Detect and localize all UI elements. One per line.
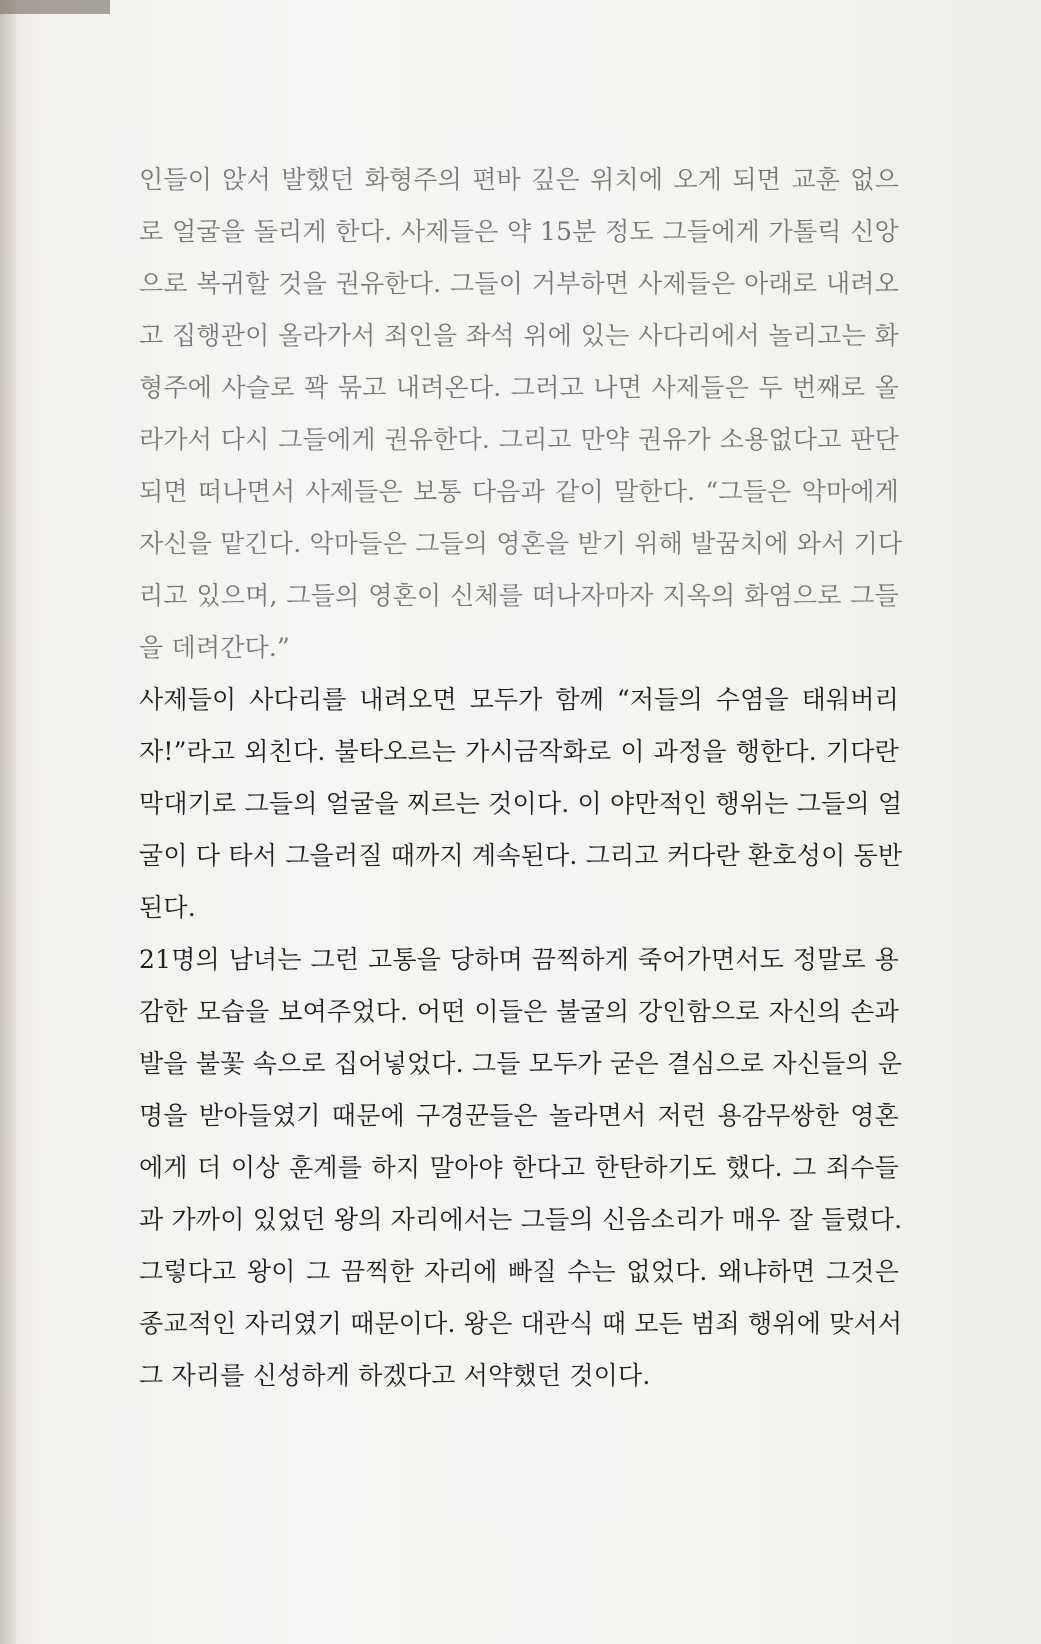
paragraph-3 (139, 934, 903, 1402)
paragraph-2 (139, 674, 903, 934)
text-line: 된다. (139, 893, 196, 922)
text-line: 명을 받아들였기 때문에 구경꾼들은 놀라면서 저런 용감무쌍한 영혼 (139, 1101, 899, 1130)
page-spine-shadow (0, 0, 16, 1644)
text-line: 감한 모습을 보여주었다. 어떤 이들은 불굴의 강인함으로 자신의 손과 (139, 997, 899, 1026)
text-line: 그렇다고 왕이 그 끔찍한 자리에 빠질 수는 없었다. 왜냐하면 그것은 (139, 1257, 899, 1286)
text-line: 로 얼굴을 돌리게 한다. 사제들은 약 15분 정도 그들에게 가톨릭 신앙 (139, 217, 899, 246)
text-line: 막대기로 그들의 얼굴을 찌르는 것이다. 이 야만적인 행위는 그들의 얼 (139, 789, 903, 818)
text-line: 과 가까이 있었던 왕의 자리에서는 그들의 신음소리가 매우 잘 들렸다. (139, 1205, 903, 1234)
text-line: 발을 불꽃 속으로 집어넣었다. 그들 모두가 굳은 결심으로 자신들의 운 (139, 1049, 903, 1078)
text-line: 굴이 다 타서 그을러질 때까지 계속된다. 그리고 커다란 환호성이 동반 (139, 841, 903, 870)
text-line: 형주에 사슬로 꽉 묶고 내려온다. 그러고 나면 사제들은 두 번째로 올 (139, 373, 899, 402)
text-line: 인들이 앉서 발했던 화형주의 편바 깊은 위치에 오게 되면 교훈 없으 (139, 165, 899, 194)
paragraph-1 (139, 154, 903, 674)
text-line: 종교적인 자리였기 때문이다. 왕은 대관식 때 모든 범죄 행위에 맞서서 (139, 1309, 903, 1338)
text-line: 21명의 남녀는 그런 고통을 당하며 끔찍하게 죽어가면서도 정말로 용 (139, 945, 899, 974)
text-line: 자신을 맡긴다. 악마들은 그들의 영혼을 받기 위해 발꿈치에 와서 기다 (139, 529, 903, 558)
text-line: 그 자리를 신성하게 하겠다고 서약했던 것이다. (139, 1361, 651, 1390)
text-line: 리고 있으며, 그들의 영혼이 신체를 떠나자마자 지옥의 화염으로 그들 (139, 581, 899, 610)
text-line: 에게 더 이상 훈계를 하지 말아야 한다고 한탄하기도 했다. 그 죄수들 (139, 1153, 899, 1182)
corner-mark (0, 0, 110, 14)
text-line: 자!”라고 외친다. 불타오르는 가시금작화로 이 과정을 행한다. 기다란 (139, 737, 899, 766)
text-line: 고 집행관이 올라가서 죄인을 좌석 위에 있는 사다리에서 놀리고는 화 (139, 321, 899, 350)
text-line: 사제들이 사다리를 내려오면 모두가 함께 “저들의 수염을 태워버리 (139, 685, 899, 714)
body-text (139, 154, 903, 1402)
text-line: 라가서 다시 그들에게 권유한다. 그리고 만약 권유가 소용없다고 판단 (139, 425, 899, 454)
text-line: 으로 복귀할 것을 권유한다. 그들이 거부하면 사제들은 아래로 내려오 (139, 269, 899, 298)
text-line: 되면 떠나면서 사제들은 보통 다음과 같이 말한다. “그들은 악마에게 (139, 477, 899, 506)
text-line: 을 데려간다.” (139, 633, 291, 662)
